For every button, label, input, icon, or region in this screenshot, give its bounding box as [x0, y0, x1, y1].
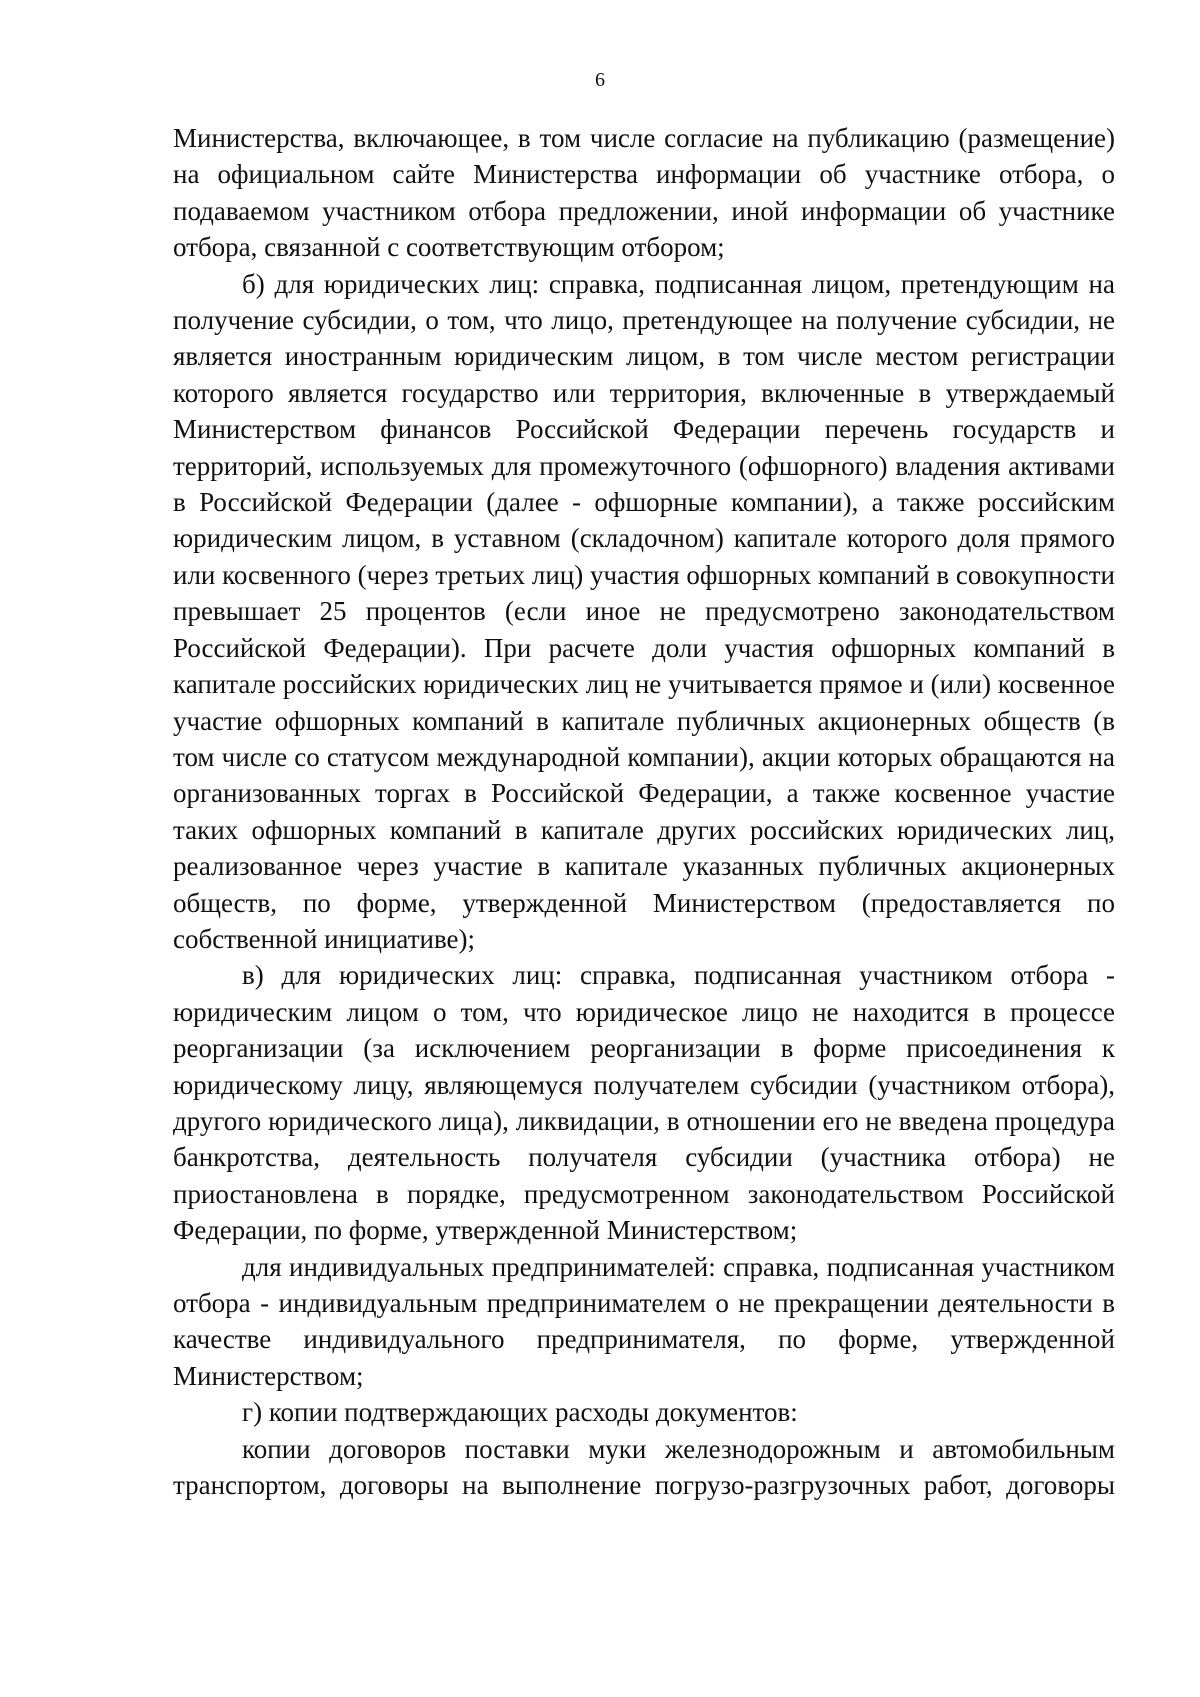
document-body [173, 120, 1115, 1503]
paragraph-g-expense-documents: г) копии подтверждающих расходы документов: [242, 1397, 798, 1428]
paragraph-contract-copies: копии договоров поставки муки железнодорожным и автомобильным транспортом, договоры на выполнение погрузо-разгрузочных работ, договоры [173, 1433, 1115, 1501]
paragraph-v-legal-entities-reorganization: в) для юридических лиц: справка, подписанная участником отбора - юридическим лицом о том, что юридическое лицо не находится в процессе реорганизации (за исключением реорганизации в форме присоединения к юридическому лицу, являющемуся получателем субсидии (участником отбора), другого юридического лица), ликвидации, в отношении его не введена процедура банкротства, деятельность получателя субсидии (участника отбора) не приостановлена в порядке, предусмотренном законодательством Российской Федерации, по форме, утвержденной Министерством; [173, 960, 1115, 1246]
paragraph-ministry-consent: Министерства, включающее, в том числе согласие на публикацию (размещение) на официальном сайте Министерства информации об участнике отбора, о подаваемом участником отбора предложении, иной информации об участнике отбора, связанной с соответствующим отбором; [173, 123, 1115, 263]
paragraph-individual-entrepreneurs: для индивидуальных предпринимателей: справка, подписанная участником отбора - индивидуальным предпринимателем о не прекращении деятельности в качестве индивидуального предпринимателя, по форме, утвержденной Министерством; [173, 1251, 1115, 1391]
paragraph-b-legal-entities-offshore: б) для юридических лиц: справка, подписанная лицом, претендующим на получение субсидии, о том, что лицо, претендующее на получение субсидии, не является иностранным юридическим лицом, в том числе местом регистрации которого является государство или территория, включенные в утверждаемый Министерством финансов Российской Федерации перечень государств и территорий, используемых для промежуточного (офшорного) владения активами в Российской Федерации (далее - офшорные компании), а также российским юридическим лицом, в уставном (складочном) капитале которого доля прямого или косвенного (через третьих лиц) участия офшорных компаний в совокупности превышает 25 процентов (если иное не предусмотрено законодательством Российской Федерации). При расчете доли участия офшорных компаний в капитале российских юридических лиц не учитывается прямое и (или) косвенное участие офшорных компаний в капитале публичных акционерных обществ (в том числе со статусом международной компании), акции которых обращаются на организованных торгах в Российской Федерации, а также косвенное участие таких офшорных компаний в капитале других российских юридических лиц, реализованное через участие в капитале указанных публичных акционерных обществ, по форме, утвержденной Министерством (предоставляется по собственной инициативе); [173, 268, 1115, 954]
page-number: 6 [595, 69, 605, 91]
